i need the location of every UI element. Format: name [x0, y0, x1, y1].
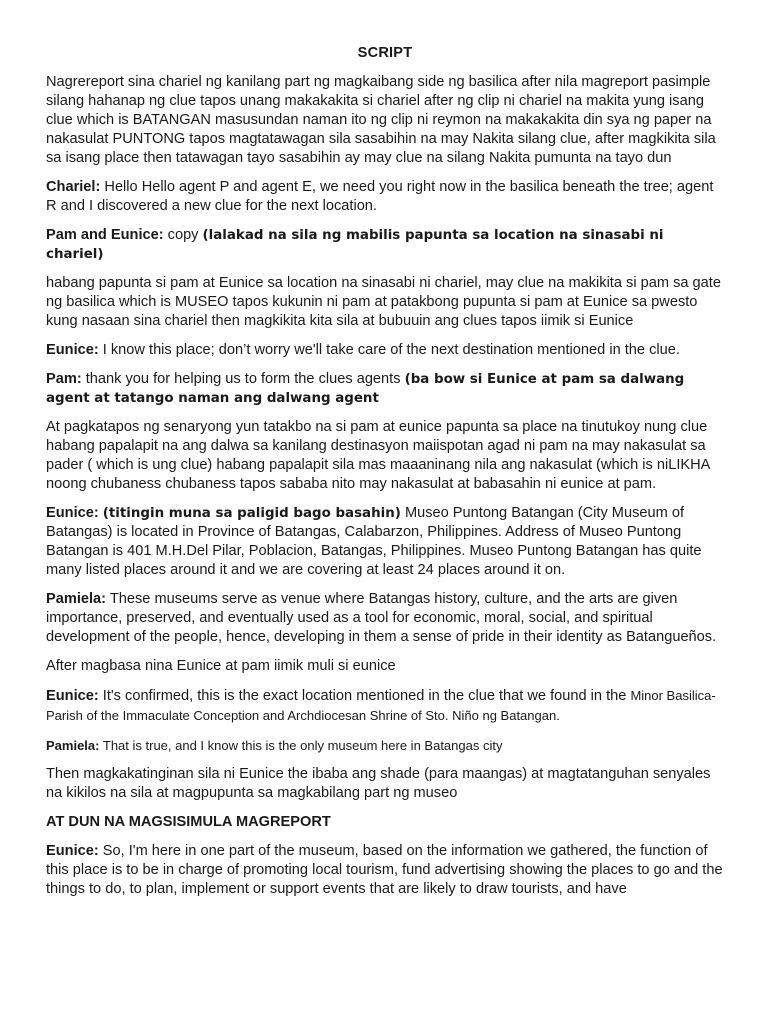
speaker-name: Eunice: — [46, 505, 99, 521]
stage-direction: (lalakad na sila ng mabilis papunta sa location na sinasabi ni chariel) — [46, 228, 664, 262]
dialogue-line: Pam: thank you for helping us to form the clues agents (ba bow si Eunice at pam sa dalwang agent at tatango naman ang dalwang agent — [46, 371, 685, 406]
dialogue-line: Pam and Eunice: copy (lalakad na sila ng mabilis papunta sa location na sinasabi ni chariel) — [46, 227, 664, 262]
dialogue-line: Eunice: It's confirmed, this is the exact location mentioned in the clue that we found in the Minor Basilica-Parish of the Immaculate Conception and Archdiocesan Shrine of Sto. Niño ng Batangan. — [46, 688, 716, 723]
speaker-name: Pam and Eunice: — [46, 227, 164, 243]
section-heading: AT DUN NA MAGSISIMULA MAGREPORT — [46, 814, 331, 830]
narration-paragraph: Then magkakatinginan sila ni Eunice the ibaba ang shade (para maangas) at magtatanguhan senyales na kikilos na sila at magpupunta sa magkabilang part ng museo — [46, 766, 711, 801]
dialogue-line: Eunice: (titingin muna sa paligid bago basahin) Museo Puntong Batangan (City Museum of Batangas) is located in Province of Batangas, Calabarzon, Philippines. Address of Museo Puntong Batangan is 401 M.H.Del Pilar, Poblacion, Batangas, Philippines. Museo Puntong Batangan has quite many listed places around it and we are covering at least 24 places around it on. — [46, 505, 702, 578]
stage-direction: (titingin muna sa paligid bago basahin) — [102, 506, 401, 521]
dialogue-line: Pamiela: These museums serve as venue where Batangas history, culture, and the arts are given importance, preserved, and eventually used as a tool for economic, moral, social, and spiritual development of the people, hence, developing in them a sense of pride in their identity as Batangueños. — [46, 591, 717, 645]
narration-paragraph: After magbasa nina Eunice at pam iimik muli si eunice — [46, 658, 396, 674]
speaker-name: Eunice: — [46, 342, 99, 358]
speaker-name: Pamiela: — [46, 738, 100, 753]
dialogue-line: Eunice: So, I'm here in one part of the museum, based on the information we gathered, the function of this place is to be in charge of promoting local tourism, fund advertising showing the places to go and the things to do, to plan, implement or support events that are likely to draw tourists, and have — [46, 843, 723, 897]
place-name: Minor Basilica-Parish of the Immaculate Conception and Archdiocesan Shrine of Sto. Niño ng Batangan. — [46, 688, 716, 723]
speaker-name: Eunice: — [46, 843, 99, 859]
narration-paragraph: Nagrereport sina chariel ng kanilang part ng magkaibang side ng basilica after nila magreport pasimple silang hahanap ng clue tapos unang makakakita si chariel after ng clip ni chariel na makita yung isang clue which is BATANGAN masusundan naman ito ng clip ni reymon na makakakita din sya ng paper na nakasulat PUNTONG tapos magtatawagan sila sasabihin na may Nakita silang clue, after magkikita sila sa isang place then tatawagan tayo sasabihin ay may clue na silang Nakita pumunta na tayo dun — [46, 74, 716, 166]
speaker-name: Pamiela: — [46, 591, 107, 607]
dialogue-line: Chariel: Hello Hello agent P and agent E, we need you right now in the basilica beneath the tree; agent R and I discovered a new clue for the next location. — [46, 179, 714, 214]
stage-direction: (ba bow si Eunice at pam sa dalwang agent at tatango naman ang dalwang agent — [46, 372, 685, 406]
dialogue-line: Pamiela: That is true, and I know this is the only museum here in Batangas city — [46, 738, 503, 753]
speaker-name: Eunice: — [46, 688, 99, 704]
narration-paragraph: At pagkatapos ng senaryong yun tatakbo na si pam at eunice papunta sa place na tinutukoy nung clue habang papalapit na ang dalwa sa kanilang destinasyon maiispotan agad ni pam na may nakasulat sa pader ( which is ung clue) habang papalapit sila mas maaaninang nila ang nakasulat (which is niLIKHA noong chubaness chubaness tapos sababa nito may nakasulat at babasahin ni eunice at pam. — [46, 419, 710, 492]
speaker-name: Chariel: — [46, 179, 101, 195]
narration-paragraph: habang papunta si pam at Eunice sa location na sinasabi ni chariel, may clue na makikita si pam sa gate ng basilica which is MUSEO tapos kukunin ni pam at patakbong pupunta si pam at Eunice sa pwesto kung nasaan sina chariel then magkikita kita sila at bubuuin ang clues tapos iimik si Eunice — [46, 275, 721, 329]
dialogue-line: Eunice: I know this place; don’t worry we'll take care of the next destination mentioned in the clue. — [46, 342, 680, 358]
speaker-name: Pam: — [46, 371, 82, 387]
document-title: SCRIPT — [357, 45, 413, 61]
